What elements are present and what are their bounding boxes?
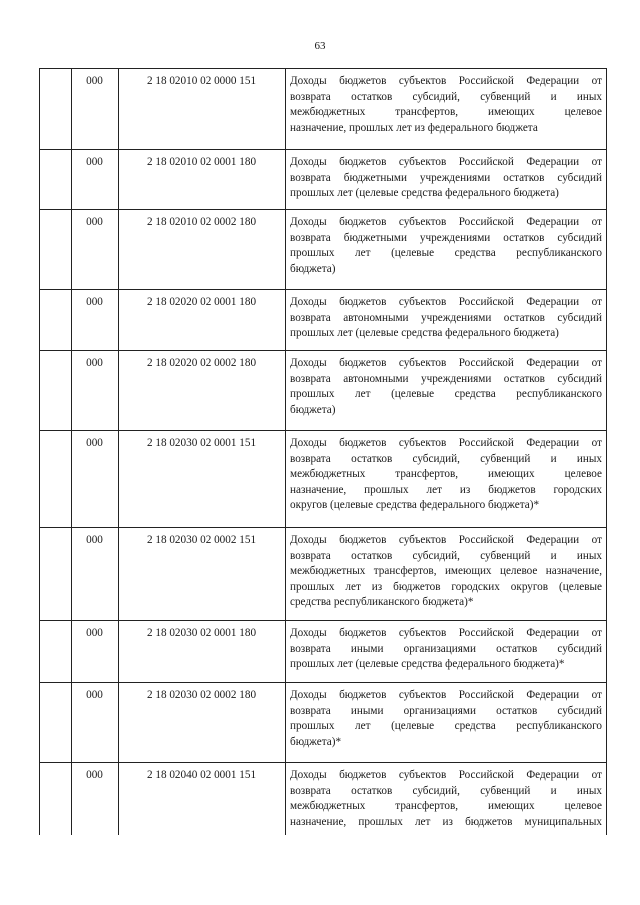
description-cell xyxy=(290,74,602,136)
description-cell xyxy=(290,215,602,277)
description-line: возврата остатков субсидий, субвенций и иных xyxy=(290,452,602,465)
admin-code-cell: 000 xyxy=(86,437,103,449)
description-line: прошлых лет (целевые средства федерального бюджета)* xyxy=(290,658,565,671)
table-row xyxy=(40,290,606,351)
budget-code-cell: 2 18 02030 02 0001 151 xyxy=(146,437,257,449)
description-line: Доходы бюджетов субъектов Российской Федерации от xyxy=(290,357,602,369)
table-row xyxy=(40,431,606,528)
description-line: возврата остатков субсидий, субвенций и иных xyxy=(290,784,602,797)
description-line: назначение, прошлых лет из бюджетов городских xyxy=(290,483,602,496)
description-line: Доходы бюджетов субъектов Российской Федерации от xyxy=(290,437,602,449)
description-cell xyxy=(290,356,602,418)
description-cell xyxy=(290,155,602,202)
budget-code-cell: 2 18 02030 02 0002 180 xyxy=(146,689,257,701)
admin-code-cell: 000 xyxy=(86,296,103,308)
budget-code-cell: 2 18 02040 02 0001 151 xyxy=(146,769,257,781)
description-line: прошлых лет из бюджетов городских округов (целевые xyxy=(290,580,602,593)
budget-code-cell: 2 18 02020 02 0001 180 xyxy=(146,296,257,308)
description-line: Доходы бюджетов субъектов Российской Федерации от xyxy=(290,216,602,228)
description-line: Доходы бюджетов субъектов Российской Федерации от xyxy=(290,627,602,639)
table-row xyxy=(40,69,606,150)
description-cell xyxy=(290,295,602,342)
table-row xyxy=(40,150,606,210)
description-cell xyxy=(290,533,602,611)
description-line: межбюджетных трансфертов, имеющих целевое назначение, xyxy=(290,565,602,578)
description-line: назначение, прошлых лет из федерального бюджета xyxy=(290,121,538,134)
admin-code-cell: 000 xyxy=(86,627,103,639)
description-line: прошлых лет (целевые средства республиканского xyxy=(290,247,602,260)
budget-code-cell: 2 18 02030 02 0001 180 xyxy=(146,627,257,639)
description-line: возврата остатков субсидий, субвенций и иных xyxy=(290,90,602,103)
description-line: прошлых лет (целевые средства федерального бюджета) xyxy=(290,327,559,340)
admin-code-cell: 000 xyxy=(86,357,103,369)
description-line: прошлых лет (целевые средства республиканского xyxy=(290,388,602,401)
description-line: бюджета) xyxy=(290,403,336,416)
description-line: Доходы бюджетов субъектов Российской Федерации от xyxy=(290,156,602,168)
page-number: 63 xyxy=(314,40,326,52)
table-row xyxy=(40,621,606,683)
description-line: возврата бюджетными учреждениями остатков субсидий xyxy=(290,171,602,184)
budget-code-cell: 2 18 02030 02 0002 151 xyxy=(146,534,257,546)
description-line: Доходы бюджетов субъектов Российской Федерации от xyxy=(290,534,602,546)
description-line: возврата иными организациями остатков субсидий xyxy=(290,642,602,655)
description-line: межбюджетных трансфертов, имеющих целевое xyxy=(290,468,602,481)
budget-code-cell: 2 18 02020 02 0002 180 xyxy=(146,357,257,369)
description-line: межбюджетных трансфертов, имеющих целевое xyxy=(290,106,602,119)
admin-code-cell: 000 xyxy=(86,769,103,781)
table-row xyxy=(40,683,606,763)
description-cell xyxy=(290,688,602,750)
description-line: возврата бюджетными учреждениями остатков субсидий xyxy=(290,231,602,244)
description-line: прошлых лет (целевые средства федерального бюджета) xyxy=(290,187,559,200)
description-line: Доходы бюджетов субъектов Российской Федерации от xyxy=(290,689,602,701)
description-line: назначение, прошлых лет из бюджетов муниципальных xyxy=(290,815,602,828)
description-line: Доходы бюджетов субъектов Российской Федерации от xyxy=(290,75,602,87)
description-line: Доходы бюджетов субъектов Российской Федерации от xyxy=(290,296,602,308)
description-line: возврата остатков субсидий, субвенций и иных xyxy=(290,549,602,562)
description-line: средства республиканского бюджета)* xyxy=(290,596,474,609)
budget-code-cell: 2 18 02010 02 0002 180 xyxy=(146,216,257,228)
description-line: бюджета)* xyxy=(290,735,342,748)
admin-code-cell: 000 xyxy=(86,75,103,87)
description-cell xyxy=(290,768,602,830)
description-line: бюджета) xyxy=(290,262,336,275)
budget-code-cell: 2 18 02010 02 0001 180 xyxy=(146,156,257,168)
description-line: возврата автономными учреждениями остатков субсидий xyxy=(290,372,602,385)
description-line: возврата автономными учреждениями остатков субсидий xyxy=(290,311,602,324)
description-line: прошлых лет (целевые средства республиканского xyxy=(290,720,602,733)
admin-code-cell: 000 xyxy=(86,534,103,546)
table-row xyxy=(40,763,606,836)
admin-code-cell: 000 xyxy=(86,156,103,168)
description-line: межбюджетных трансфертов, имеющих целевое xyxy=(290,800,602,813)
description-cell xyxy=(290,626,602,673)
description-line: возврата иными организациями остатков субсидий xyxy=(290,704,602,717)
admin-code-cell: 000 xyxy=(86,689,103,701)
description-line: округов (целевые средства федерального бюджета)* xyxy=(290,499,540,512)
table-row xyxy=(40,351,606,431)
table-row xyxy=(40,528,606,621)
budget-codes-table xyxy=(39,68,607,835)
table-row xyxy=(40,210,606,290)
admin-code-cell: 000 xyxy=(86,216,103,228)
budget-code-cell: 2 18 02010 02 0000 151 xyxy=(146,75,257,87)
description-cell xyxy=(290,436,602,514)
description-line: Доходы бюджетов субъектов Российской Федерации от xyxy=(290,769,602,781)
